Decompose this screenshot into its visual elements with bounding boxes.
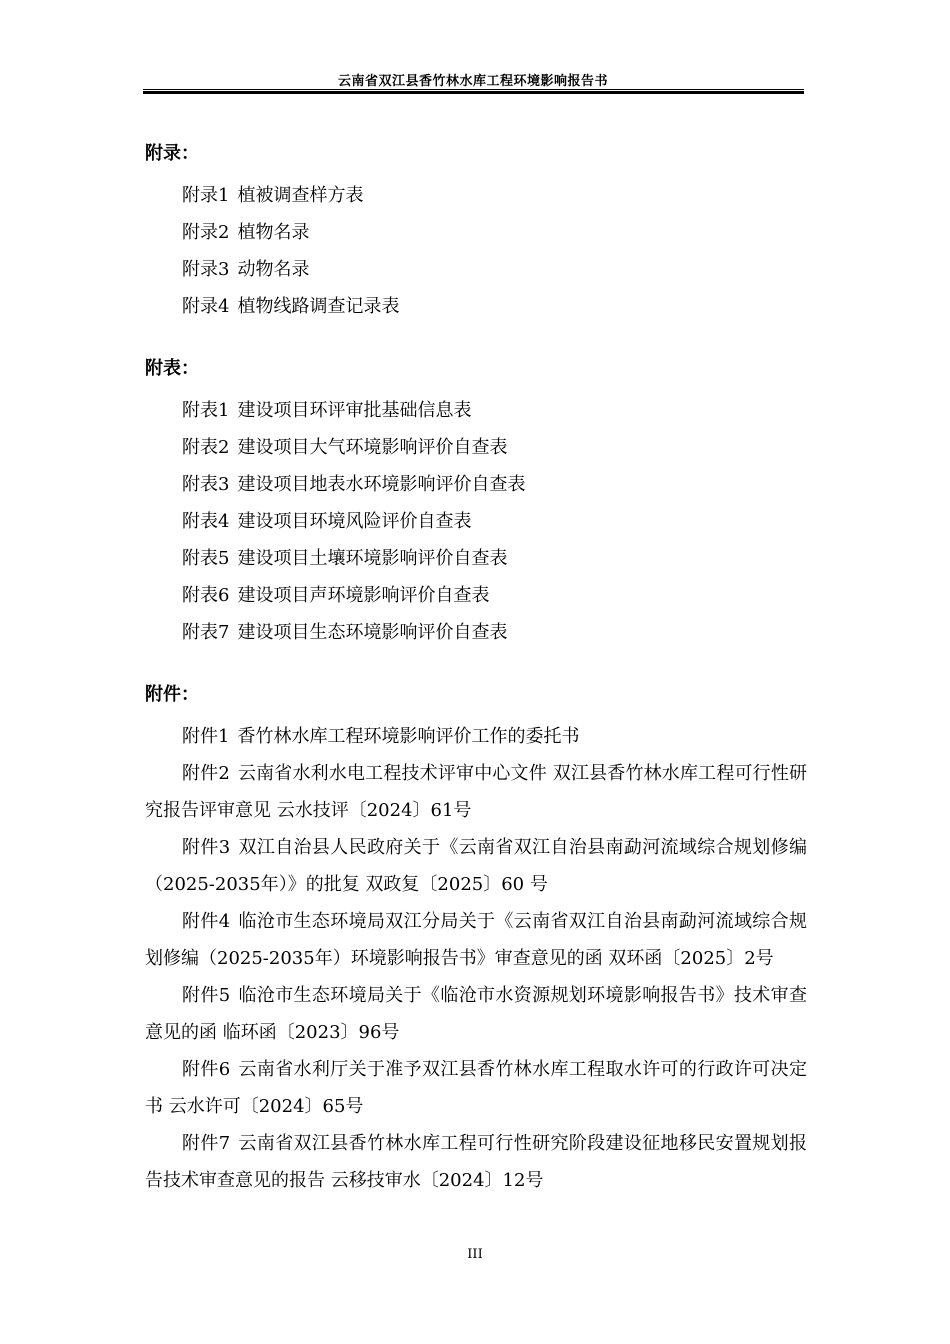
appendix-records-title: 附录： bbox=[145, 143, 199, 164]
item-label: 附录4 bbox=[182, 296, 230, 317]
item-text: 建设项目地表水环境影响评价自查表 bbox=[237, 474, 526, 495]
item-text: 临沧市生态环境局双江分局关于《云南省双江自治县南勐河流域综合规划修编（2025-2035年）环境影响报告书》审查意见的函 双环函〔2025〕2号 bbox=[145, 911, 807, 969]
page-content bbox=[145, 140, 807, 1229]
item-text: 临沧市生态环境局关于《临沧市水资源规划环境影响报告书》技术审查意见的函 临环函〔2023〕96号 bbox=[145, 985, 807, 1043]
item-label: 附件6 bbox=[182, 1059, 231, 1080]
item-label: 附件1 bbox=[182, 726, 230, 747]
appendix-table-item bbox=[145, 614, 807, 651]
item-text: 香竹林水库工程环境影响评价工作的委托书 bbox=[237, 726, 580, 747]
item-label: 附件5 bbox=[182, 985, 231, 1006]
item-label: 附录3 bbox=[182, 259, 230, 280]
item-text: 建设项目土壤环境影响评价自查表 bbox=[237, 548, 508, 569]
attachment-item bbox=[145, 755, 807, 829]
attachment-item bbox=[145, 977, 807, 1051]
item-text: 建设项目大气环境影响评价自查表 bbox=[237, 437, 508, 458]
appendix-records-section bbox=[145, 140, 807, 325]
item-text: 双江自治县人民政府关于《云南省双江自治县南勐河流域综合规划修编（2025-2035年）》的批复 双政复〔2025〕60 号 bbox=[145, 837, 807, 895]
item-text: 云南省双江县香竹林水库工程可行性研究阶段建设征地移民安置规划报告技术审查意见的报告 云移技审水〔2024〕12号 bbox=[145, 1133, 807, 1191]
appendix-record-item bbox=[145, 177, 807, 214]
appendix-record-item bbox=[145, 251, 807, 288]
appendix-record-item bbox=[145, 214, 807, 251]
attachment-item bbox=[145, 1051, 807, 1125]
attachment-item bbox=[145, 718, 807, 755]
appendix-table-item bbox=[145, 429, 807, 466]
attachments-section bbox=[145, 681, 807, 1199]
appendix-record-item bbox=[145, 288, 807, 325]
item-label: 附表5 bbox=[182, 548, 230, 569]
item-label: 附表3 bbox=[182, 474, 230, 495]
appendix-table-item bbox=[145, 540, 807, 577]
item-label: 附表4 bbox=[182, 511, 230, 532]
attachment-item bbox=[145, 1125, 807, 1199]
item-label: 附表6 bbox=[182, 585, 230, 606]
document-header-title: 云南省双江县香竹林水库工程环境影响报告书 bbox=[337, 74, 608, 89]
item-label: 附件3 bbox=[182, 837, 231, 858]
appendix-table-item bbox=[145, 577, 807, 614]
header-rule-thick bbox=[143, 91, 804, 94]
item-text: 建设项目声环境影响评价自查表 bbox=[237, 585, 490, 606]
header-rule-thin bbox=[143, 89, 804, 90]
item-text: 云南省水利厅关于准予双江县香竹林水库工程取水许可的行政许可决定书 云水许可〔2024〕65号 bbox=[145, 1059, 807, 1117]
item-text: 植被调查样方表 bbox=[237, 185, 364, 206]
item-label: 附件2 bbox=[182, 763, 230, 784]
item-text: 建设项目环境风险评价自查表 bbox=[237, 511, 472, 532]
appendix-tables-section bbox=[145, 355, 807, 651]
item-text: 植物名录 bbox=[237, 222, 310, 243]
appendix-table-item bbox=[145, 503, 807, 540]
item-label: 附录2 bbox=[182, 222, 230, 243]
item-label: 附件4 bbox=[182, 911, 231, 932]
item-label: 附表2 bbox=[182, 437, 230, 458]
appendix-tables-title: 附表： bbox=[145, 358, 199, 379]
item-label: 附表1 bbox=[182, 400, 230, 421]
appendix-table-item bbox=[145, 392, 807, 429]
appendix-table-item bbox=[145, 466, 807, 503]
item-text: 动物名录 bbox=[237, 259, 310, 280]
item-label: 附件7 bbox=[182, 1133, 231, 1154]
item-text: 植物线路调查记录表 bbox=[237, 296, 400, 317]
item-label: 附录1 bbox=[182, 185, 230, 206]
page-number: III bbox=[467, 1247, 483, 1262]
attachment-item bbox=[145, 903, 807, 977]
attachment-item bbox=[145, 829, 807, 903]
item-text: 云南省水利水电工程技术评审中心文件 双江县香竹林水库工程可行性研究报告评审意见 云水技评〔2024〕61号 bbox=[145, 763, 808, 821]
attachments-title: 附件： bbox=[145, 684, 199, 705]
item-label: 附表7 bbox=[182, 622, 230, 643]
item-text: 建设项目生态环境影响评价自查表 bbox=[237, 622, 508, 643]
item-text: 建设项目环评审批基础信息表 bbox=[237, 400, 472, 421]
